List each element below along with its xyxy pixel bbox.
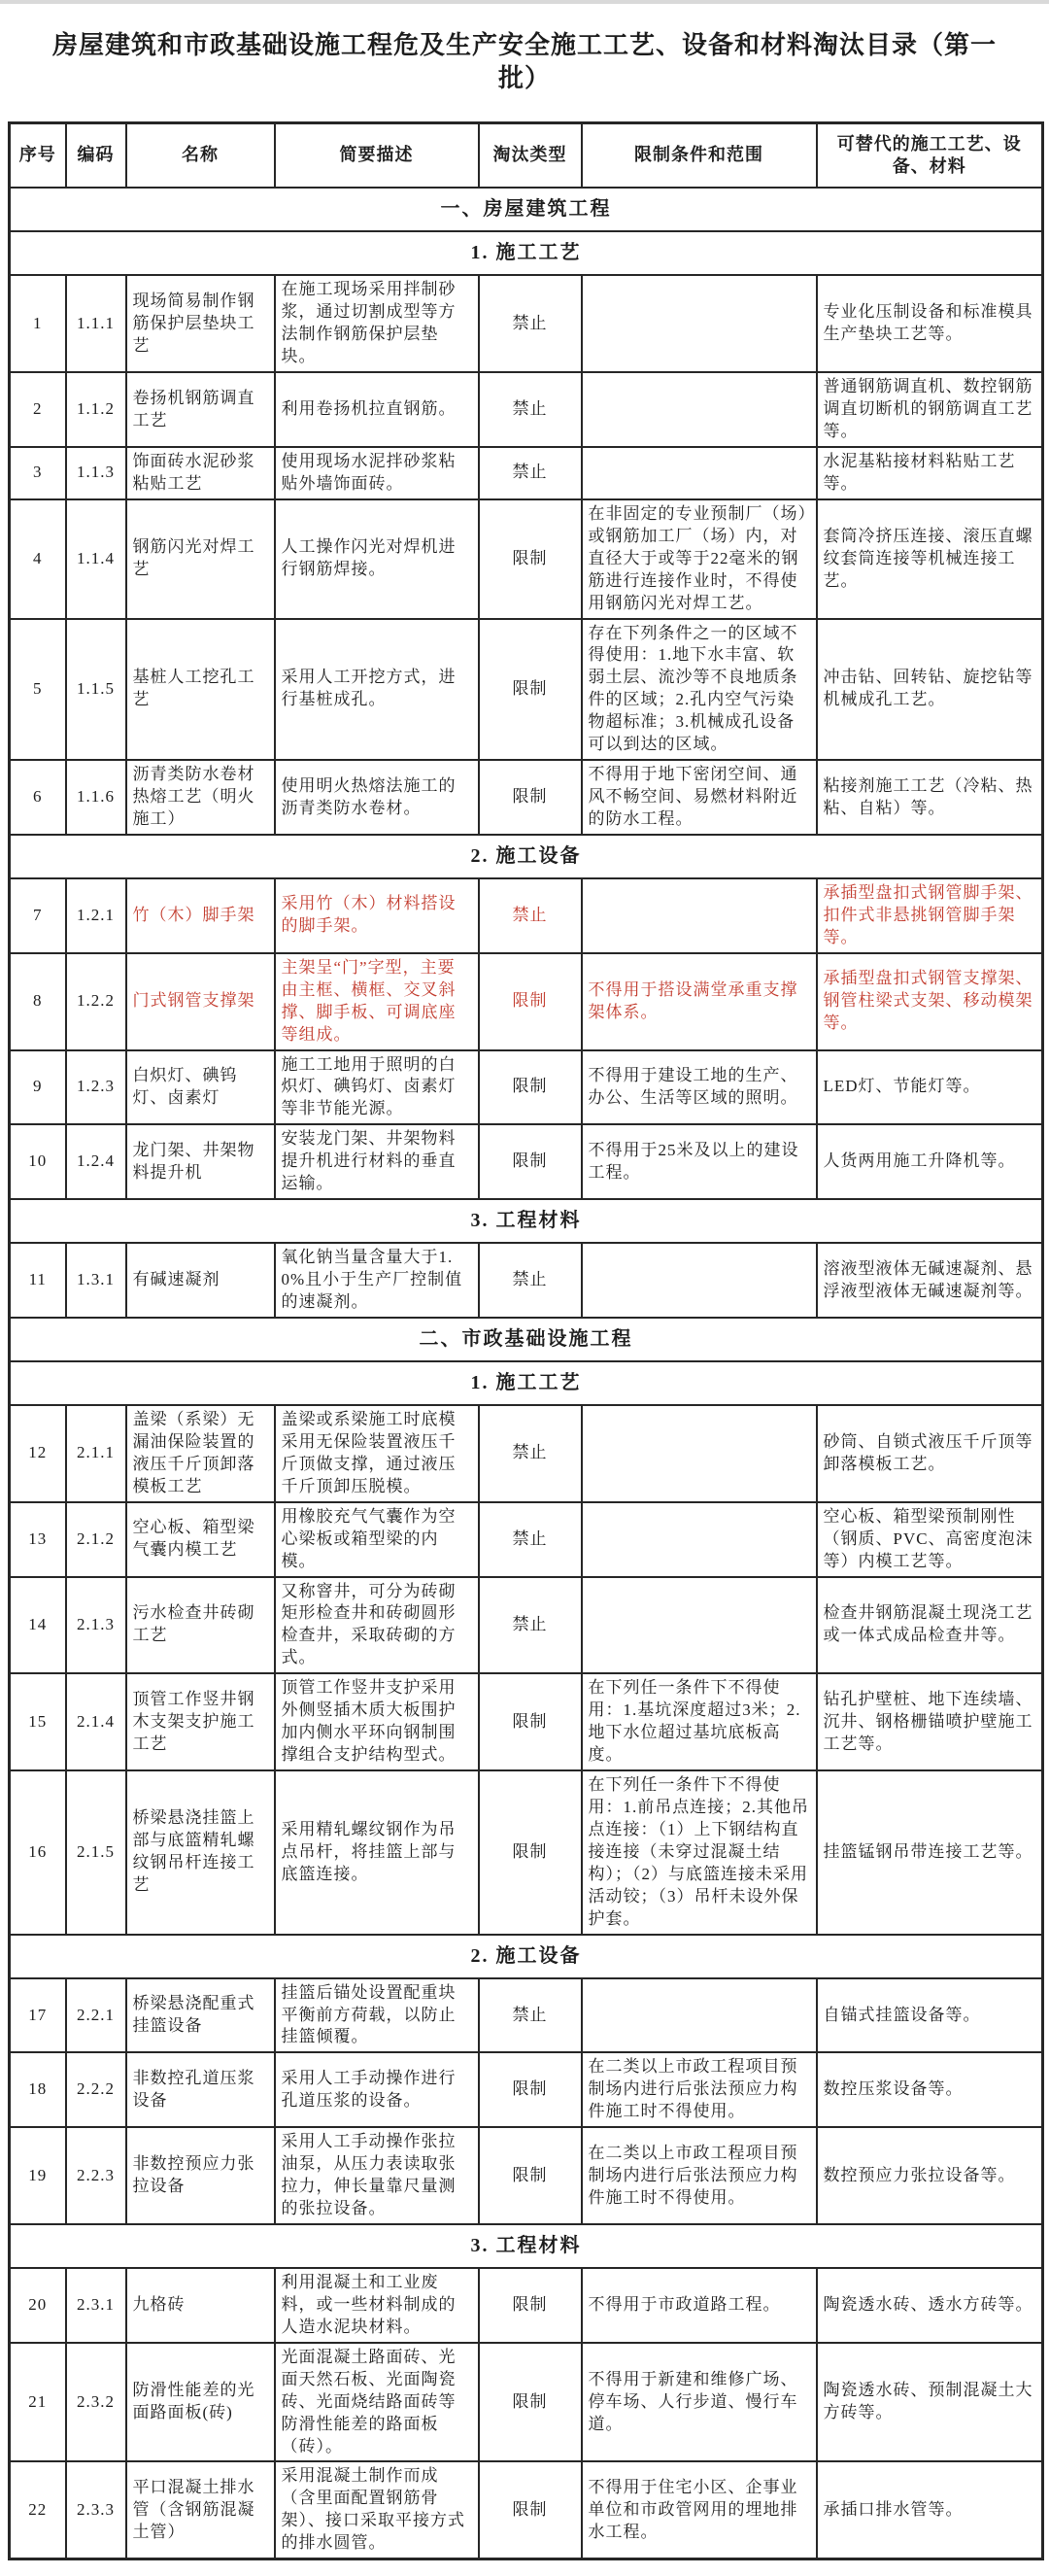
table-row [10,2127,1043,2224]
cell-name: 桥梁悬浇配重式挂篮设备 [126,1978,275,2053]
cell-name: 钢筋闪光对焊工艺 [126,499,275,619]
table-row [10,1673,1043,1770]
section-header-label: 2. 施工设备 [10,1935,1043,1978]
cell-code: 2.3.1 [66,2268,126,2343]
column-header-name: 名称 [126,122,275,188]
cell-code: 2.1.1 [66,1405,126,1502]
cell-elimination-type: 限制 [479,619,582,761]
cell-description: 顶管工作竖井支护采用外侧竖插木质大板围护加内侧水平环向钢制围撑组合支护结构型式。 [275,1673,479,1770]
cell-name: 防滑性能差的光面路面板(砖) [126,2343,275,2462]
cell-index: 11 [10,1243,66,1318]
cell-elimination-type: 限制 [479,2052,582,2127]
cell-code: 1.2.2 [66,953,126,1050]
table-row [10,878,1043,953]
cell-index: 10 [10,1124,66,1199]
cell-alternatives: 检查井钢筋混凝土现浇工艺或一体式成品检查井等。 [817,1577,1043,1674]
cell-index: 13 [10,1502,66,1577]
cell-restriction-scope: 不得用于建设工地的生产、办公、生活等区域的照明。 [582,1050,817,1125]
table-row [10,619,1043,761]
cell-elimination-type: 禁止 [479,1978,582,2053]
cell-name: 九格砖 [126,2268,275,2343]
cell-name: 饰面砖水泥砂浆粘贴工艺 [126,447,275,499]
cell-elimination-type: 限制 [479,2127,582,2224]
cell-restriction-scope: 不得用于住宅小区、企事业单位和市政管网用的埋地排水工程。 [582,2461,817,2559]
cell-code: 2.1.2 [66,1502,126,1577]
cell-alternatives: 溶液型液体无碱速凝剂、悬浮液型液体无碱速凝剂等。 [817,1243,1043,1318]
section-header-label: 1. 施工工艺 [10,1361,1043,1405]
cell-elimination-type: 限制 [479,2343,582,2462]
table-row [10,1502,1043,1577]
cell-elimination-type: 限制 [479,760,582,835]
cell-elimination-type: 限制 [479,1124,582,1199]
cell-alternatives: 承插口排水管等。 [817,2461,1043,2559]
cell-name: 有碱速凝剂 [126,1243,275,1318]
cell-code: 1.1.4 [66,499,126,619]
cell-index: 20 [10,2268,66,2343]
cell-description: 主架呈“门”字型，主要由主框、横框、交叉斜撑、脚手板、可调底座等组成。 [275,953,479,1050]
cell-code: 1.3.1 [66,1243,126,1318]
cell-elimination-type: 限制 [479,1050,582,1125]
cell-restriction-scope: 不得用于新建和维修广场、停车场、人行步道、慢行车道。 [582,2343,817,2462]
cell-restriction-scope [582,275,817,372]
cell-description: 在施工现场采用拌制砂浆，通过切割成型等方法制作钢筋保护层垫块。 [275,275,479,372]
cell-alternatives: 专业化压制设备和标准模具生产垫块工艺等。 [817,275,1043,372]
cell-code: 1.1.6 [66,760,126,835]
section-header-label: 3. 工程材料 [10,1199,1043,1243]
cell-elimination-type: 限制 [479,1673,582,1770]
cell-alternatives: 数控预应力张拉设备等。 [817,2127,1043,2224]
cell-restriction-scope: 不得用于地下密闭空间、通风不畅空间、易燃材料附近的防水工程。 [582,760,817,835]
cell-description: 氧化钠当量含量大于1.0%且小于生产厂控制值的速凝剂。 [275,1243,479,1318]
cell-code: 1.1.5 [66,619,126,761]
column-header-index: 序号 [10,122,66,188]
cell-code: 2.2.3 [66,2127,126,2224]
cell-code: 1.2.4 [66,1124,126,1199]
cell-description: 人工操作闪光对焊机进行钢筋焊接。 [275,499,479,619]
cell-elimination-type: 禁止 [479,1243,582,1318]
cell-restriction-scope: 不得用于25米及以上的建设工程。 [582,1124,817,1199]
cell-name: 龙门架、井架物料提升机 [126,1124,275,1199]
cell-elimination-type: 禁止 [479,372,582,447]
cell-alternatives: 挂篮锰钢吊带连接工艺等。 [817,1770,1043,1935]
column-header-alternatives: 可替代的施工工艺、设备、材料 [817,122,1043,188]
cell-name: 空心板、箱型梁气囊内模工艺 [126,1502,275,1577]
cell-description: 采用精轧螺纹钢作为吊点吊杆，将挂篮上部与底篮连接。 [275,1770,479,1935]
cell-code: 2.2.1 [66,1978,126,2053]
cell-code: 1.1.3 [66,447,126,499]
cell-code: 2.2.2 [66,2052,126,2127]
cell-elimination-type: 禁止 [479,1577,582,1674]
cell-code: 2.1.4 [66,1673,126,1770]
cell-description: 挂篮后锚处设置配重块平衡前方荷载，以防止挂篮倾覆。 [275,1978,479,2053]
table-row [10,447,1043,499]
table-row [10,1124,1043,1199]
cell-restriction-scope: 在非固定的专业预制厂（场）或钢筋加工厂（场）内，对直径大于或等于22毫米的钢筋进行连接作业时，不得使用钢筋闪光对焊工艺。 [582,499,817,619]
section-header-row [10,835,1043,878]
cell-code: 1.2.3 [66,1050,126,1125]
cell-description: 又称窨井，可分为砖砌矩形检查井和砖砌圆形检查井，采取砖砌的方式。 [275,1577,479,1674]
cell-name: 平口混凝土排水管（含钢筋混凝土管） [126,2461,275,2559]
cell-alternatives: 陶瓷透水砖、预制混凝土大方砖等。 [817,2343,1043,2462]
cell-index: 15 [10,1673,66,1770]
section-header-label: 1. 施工工艺 [10,231,1043,275]
cell-code: 2.1.5 [66,1770,126,1935]
cell-elimination-type: 禁止 [479,1502,582,1577]
section-header-row [10,1361,1043,1405]
cell-description: 光面混凝土路面砖、光面天然石板、光面陶瓷砖、光面烧结路面砖等防滑性能差的路面板（砖）。 [275,2343,479,2462]
cell-restriction-scope [582,1243,817,1318]
cell-restriction-scope: 在下列任一条件下不得使用：1.基坑深度超过3米；2.地下水位超过基坑底板高度。 [582,1673,817,1770]
table-row [10,2461,1043,2559]
cell-elimination-type: 限制 [479,499,582,619]
table-row [10,2268,1043,2343]
cell-description: 采用竹（木）材料搭设的脚手架。 [275,878,479,953]
cell-alternatives: 陶瓷透水砖、透水方砖等。 [817,2268,1043,2343]
cell-restriction-scope [582,1502,817,1577]
cell-name: 盖梁（系梁）无漏油保险装置的液压千斤顶卸落模板工艺 [126,1405,275,1502]
cell-restriction-scope: 存在下列条件之一的区域不得使用：1.地下水丰富、软弱土层、流沙等不良地质条件的区域；2.孔内空气污染物超标准；3.机械成孔设备可以到达的区域。 [582,619,817,761]
cell-restriction-scope: 在二类以上市政工程项目预制场内进行后张法预应力构件施工时不得使用。 [582,2052,817,2127]
cell-index: 5 [10,619,66,761]
section-header-row [10,2224,1043,2268]
cell-restriction-scope [582,1978,817,2053]
cell-index: 19 [10,2127,66,2224]
cell-name: 卷扬机钢筋调直工艺 [126,372,275,447]
cell-index: 12 [10,1405,66,1502]
column-header-elimination-type: 淘汰类型 [479,122,582,188]
cell-index: 2 [10,372,66,447]
section-header-label: 3. 工程材料 [10,2224,1043,2268]
table-row [10,1243,1043,1318]
table-body [10,188,1043,2559]
cell-elimination-type: 禁止 [479,1405,582,1502]
table-row [10,1978,1043,2053]
table-row [10,953,1043,1050]
cell-index: 7 [10,878,66,953]
table-row [10,2052,1043,2127]
cell-name: 桥梁悬浇挂篮上部与底篮精轧螺纹钢吊杆连接工艺 [126,1770,275,1935]
table-row [10,372,1043,447]
column-header-code: 编码 [66,122,126,188]
document-title: 房屋建筑和市政基础设施工程危及生产安全施工工艺、设备和材料淘汰目录（第一批） [51,31,997,93]
cell-description: 安装龙门架、井架物料提升机进行材料的垂直运输。 [275,1124,479,1199]
cell-index: 1 [10,275,66,372]
cell-description: 盖梁或系梁施工时底模采用无保险装置液压千斤顶做支撑，通过液压千斤顶卸压脱模。 [275,1405,479,1502]
cell-name: 竹（木）脚手架 [126,878,275,953]
table-row [10,275,1043,372]
cell-index: 6 [10,760,66,835]
cell-index: 21 [10,2343,66,2462]
cell-name: 顶管工作竖井钢木支架支护施工工艺 [126,1673,275,1770]
section-header-row [10,1199,1043,1243]
cell-alternatives: 承插型盘扣式钢管脚手架、扣件式非悬挑钢管脚手架等。 [817,878,1043,953]
cell-alternatives: 钻孔护壁桩、地下连续墙、沉井、钢格栅锚喷护壁施工工艺等。 [817,1673,1043,1770]
table-row [10,1577,1043,1674]
column-header-restriction-scope: 限制条件和范围 [582,122,817,188]
cell-name: 非数控预应力张拉设备 [126,2127,275,2224]
cell-elimination-type: 限制 [479,2268,582,2343]
cell-alternatives: 人货两用施工升降机等。 [817,1124,1043,1199]
elimination-catalog-table [8,121,1044,2561]
cell-index: 14 [10,1577,66,1674]
section-header-row [10,1935,1043,1978]
cell-description: 使用现场水泥拌砂浆粘贴外墙饰面砖。 [275,447,479,499]
cell-restriction-scope: 不得用于搭设满堂承重支撑架体系。 [582,953,817,1050]
cell-description: 利用混凝土和工业废料，或一些材料制成的人造水泥块材料。 [275,2268,479,2343]
cell-restriction-scope [582,372,817,447]
cell-name: 污水检查井砖砌工艺 [126,1577,275,1674]
cell-description: 利用卷扬机拉直钢筋。 [275,372,479,447]
cell-name: 现场简易制作钢筋保护层垫块工艺 [126,275,275,372]
cell-name: 门式钢管支撑架 [126,953,275,1050]
cell-restriction-scope: 在二类以上市政工程项目预制场内进行后张法预应力构件施工时不得使用。 [582,2127,817,2224]
section-header-label: 2. 施工设备 [10,835,1043,878]
cell-alternatives: 套筒冷挤压连接、滚压直螺纹套筒连接等机械连接工艺。 [817,499,1043,619]
cell-restriction-scope: 在下列任一条件下不得使用：1.前吊点连接；2.其他吊点连接：（1）上下钢结构直接连接（未穿过混凝土结构）；（2）与底篮连接未采用活动铰；（3）吊杆未设外保护套。 [582,1770,817,1935]
cell-alternatives: 数控压浆设备等。 [817,2052,1043,2127]
table-row [10,1770,1043,1935]
table-row [10,2343,1043,2462]
cell-index: 17 [10,1978,66,2053]
section-header-label: 一、房屋建筑工程 [10,188,1043,231]
cell-code: 1.1.2 [66,372,126,447]
cell-name: 基桩人工挖孔工艺 [126,619,275,761]
table-header-row [10,122,1043,188]
section-header-row [10,231,1043,275]
table-header [10,122,1043,188]
cell-elimination-type: 限制 [479,2461,582,2559]
cell-restriction-scope [582,1577,817,1674]
cell-index: 22 [10,2461,66,2559]
cell-code: 2.1.3 [66,1577,126,1674]
cell-index: 18 [10,2052,66,2127]
cell-name: 沥青类防水卷材热熔工艺（明火施工） [126,760,275,835]
cell-elimination-type: 限制 [479,1770,582,1935]
cell-restriction-scope [582,447,817,499]
table-row [10,760,1043,835]
cell-alternatives: 冲击钻、回转钻、旋挖钻等机械成孔工艺。 [817,619,1043,761]
table-row [10,1050,1043,1125]
cell-index: 16 [10,1770,66,1935]
cell-alternatives: 自锚式挂篮设备等。 [817,1978,1043,2053]
document-page [0,4,1049,2576]
cell-description: 用橡胶充气气囊作为空心梁板或箱型梁的内模。 [275,1502,479,1577]
column-header-description: 简要描述 [275,122,479,188]
cell-description: 采用混凝土制作而成（含里面配置钢筋骨架）、接口采取平接方式的排水圆管。 [275,2461,479,2559]
cell-restriction-scope [582,878,817,953]
cell-index: 8 [10,953,66,1050]
cell-description: 施工工地用于照明的白炽灯、碘钨灯、卤素灯等非节能光源。 [275,1050,479,1125]
cell-name: 白炽灯、碘钨灯、卤素灯 [126,1050,275,1125]
cell-alternatives: 普通钢筋调直机、数控钢筋调直切断机的钢筋调直工艺等。 [817,372,1043,447]
cell-alternatives: LED灯、节能灯等。 [817,1050,1043,1125]
cell-restriction-scope: 不得用于市政道路工程。 [582,2268,817,2343]
cell-alternatives: 空心板、箱型梁预制刚性（钢质、PVC、高密度泡沫等）内模工艺等。 [817,1502,1043,1577]
table-row [10,499,1043,619]
cell-elimination-type: 限制 [479,953,582,1050]
section-header-row [10,1318,1043,1361]
cell-alternatives: 水泥基粘接材料粘贴工艺等。 [817,447,1043,499]
cell-alternatives: 承插型盘扣式钢管支撑架、钢管柱梁式支架、移动模架等。 [817,953,1043,1050]
cell-alternatives: 砂筒、自锁式液压千斤顶等卸落模板工艺。 [817,1405,1043,1502]
cell-code: 1.1.1 [66,275,126,372]
cell-elimination-type: 禁止 [479,878,582,953]
cell-code: 2.3.3 [66,2461,126,2559]
cell-restriction-scope [582,1405,817,1502]
cell-code: 2.3.2 [66,2343,126,2462]
cell-description: 采用人工手动操作张拉油泵，从压力表读取张拉力，伸长量靠尺量测的张拉设备。 [275,2127,479,2224]
cell-alternatives: 粘接剂施工工艺（冷粘、热粘、自粘）等。 [817,760,1043,835]
cell-description: 采用人工开挖方式，进行基桩成孔。 [275,619,479,761]
cell-elimination-type: 禁止 [479,447,582,499]
cell-elimination-type: 禁止 [479,275,582,372]
section-header-row [10,188,1043,231]
cell-description: 采用人工手动操作进行孔道压浆的设备。 [275,2052,479,2127]
cell-code: 1.2.1 [66,878,126,953]
cell-index: 4 [10,499,66,619]
cell-index: 9 [10,1050,66,1125]
cell-description: 使用明火热熔法施工的沥青类防水卷材。 [275,760,479,835]
section-header-label: 二、市政基础设施工程 [10,1318,1043,1361]
table-row [10,1405,1043,1502]
cell-name: 非数控孔道压浆设备 [126,2052,275,2127]
cell-index: 3 [10,447,66,499]
